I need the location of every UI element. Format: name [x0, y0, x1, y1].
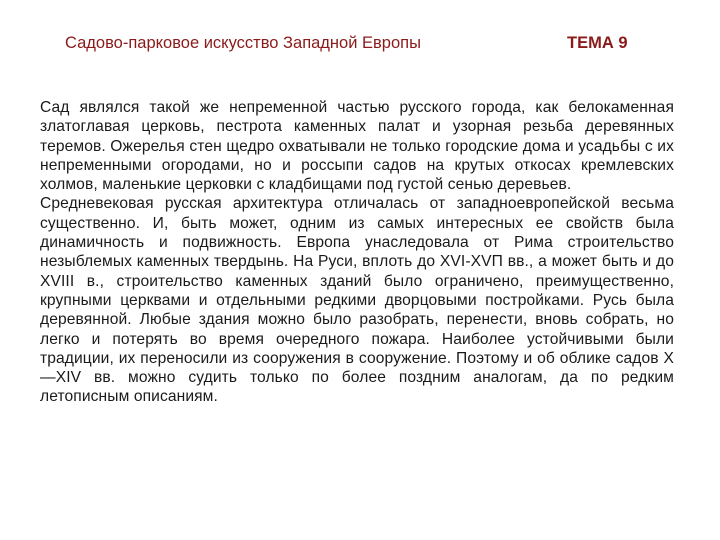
topic-label: ТЕМА 9	[567, 34, 628, 52]
slide-title: Садово-парковое искусство Западной Европы	[65, 34, 421, 52]
paragraph-2: Средневековая русская архитектура отличалась от западноевропейской весьма существенно. И, быть может, одним из самых интересных ее свойств была динамичность и подвижность. Европа унаследовала от Рима строительство незыблемых каменных твердынь. На Руси, вплоть до XVI-XVП вв., а может быть и до XVIII в., строительство каменных зданий было ограничено, преимущественно, крупными церквами и отдельными редкими дворцовыми постройками. Русь была деревянной. Любые здания можно было разобрать, перенести, вновь собрать, но легко и потерять во время очередного пожара. Наиболее устойчивыми были традиции, их переносили из сооружения в сооружение. Поэтому и об облике садов X—XIV вв. можно судить только по более поздним аналогам, да по редким летописным описаниям.	[40, 195, 674, 406]
paragraph-1: Сад являлся такой же непременной частью русского города, как белокаменная златоглавая церковь, пестрота каменных палат и узорная резьба деревянных теремов. Ожерелья стен щедро охватывали не только городские дома и усадьбы с их непременными огородами, но и россыпи садов на крутых откосах кремлевских холмов, маленькие церковки с кладбищами под густой сенью деревьев.	[40, 99, 674, 194]
slide-body	[40, 98, 674, 407]
